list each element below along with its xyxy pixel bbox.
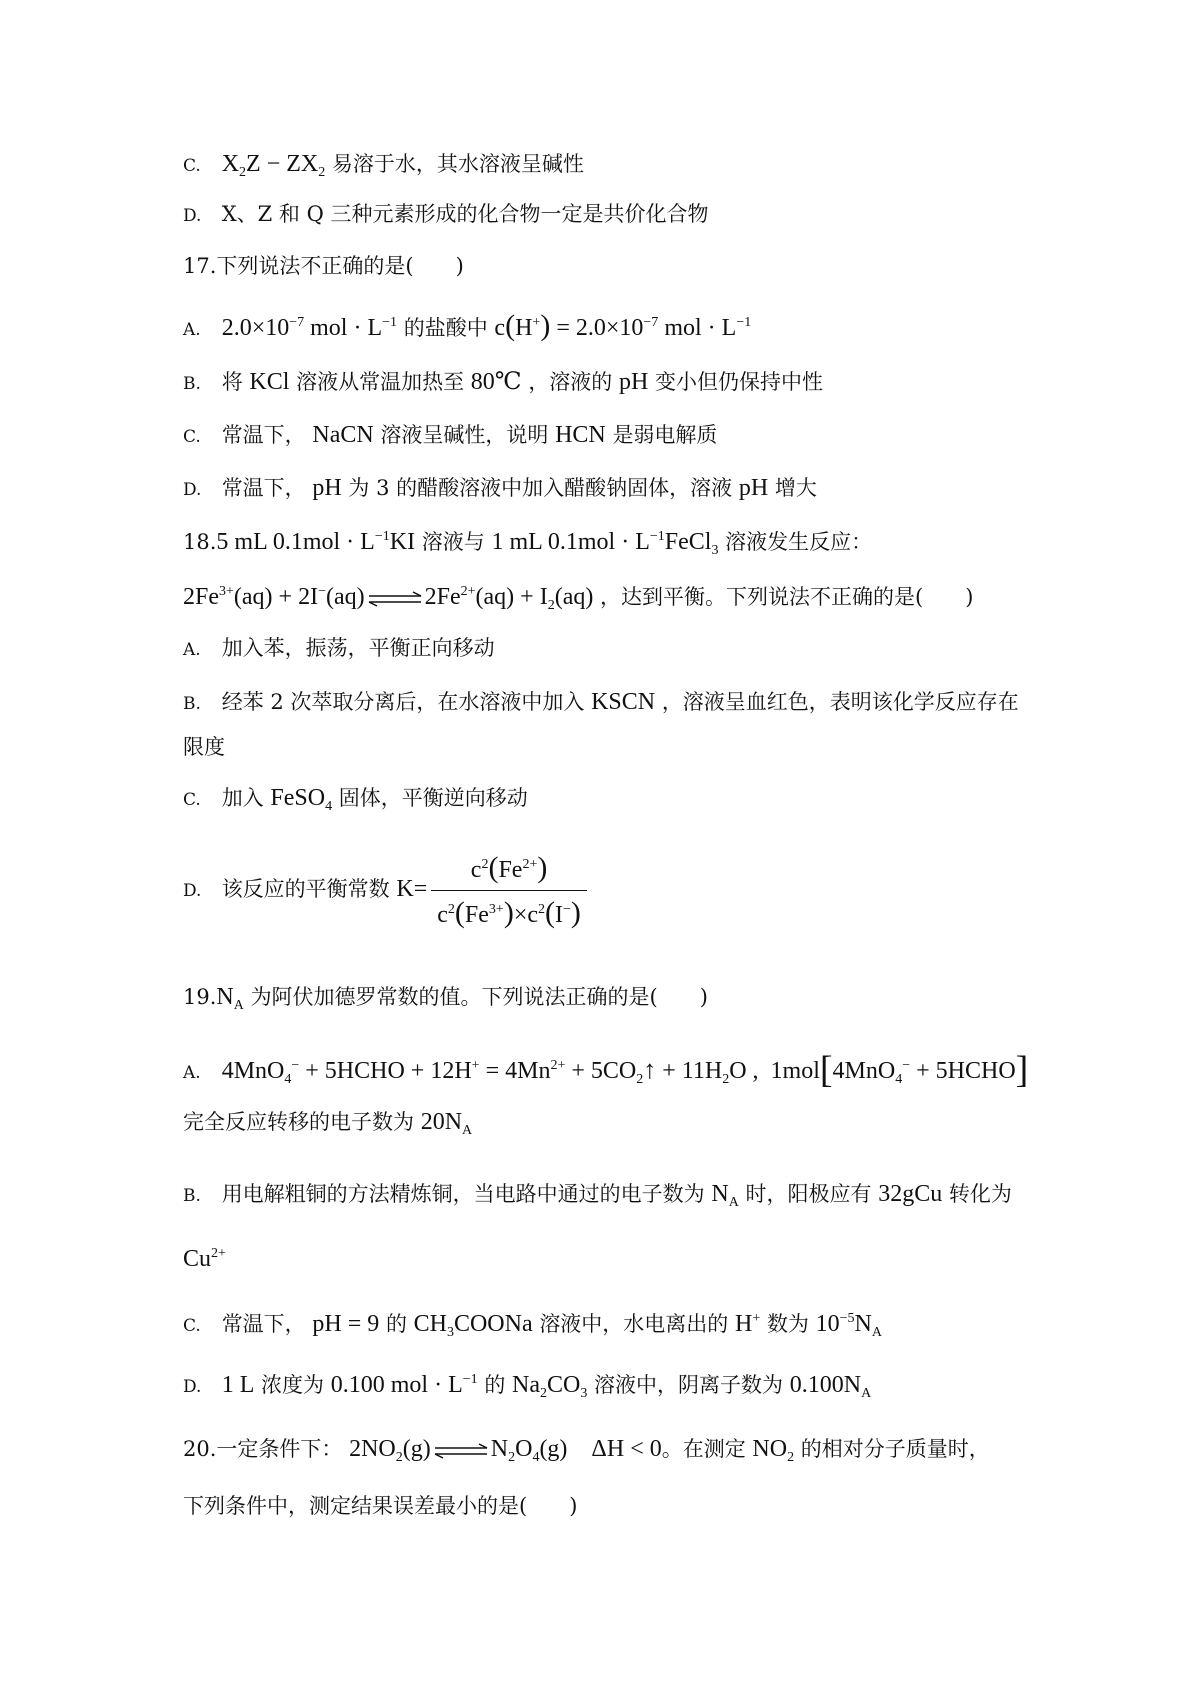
option-text: 常温下， [221,476,306,500]
formula: 4MnO$_4$− + 5HCHO + $12H^+ = 4Mn^{2+}$ + $5CO_2↑ + 11H_2O$ , 1mol[4MnO$_4$− + 5HCHO] [221,1049,1029,1091]
formula: K= [396,876,428,902]
formula: 1 mL $0.1mol \cdot L^{-1}FeCl_3$ [491,529,719,558]
option-label: C. [183,156,201,176]
option-text: 的 [385,1312,407,1336]
question-text: 。在测定 [661,1437,746,1461]
formula: KSCN [591,689,656,715]
q19-option-d [183,1371,871,1403]
q18-option-c [183,784,528,816]
formula: $N_A$ [216,984,244,1013]
option-label: C. [183,790,201,810]
option-text: 数为 [766,1312,809,1336]
formula: pH [312,475,342,501]
formula: pH = 9 [312,1311,380,1337]
option-text: 溶液呈碱性，说明 [380,423,549,447]
formula: 0.100 mol · $L^{-1}$ [330,1372,478,1398]
question-text: 溶液与 [421,530,485,554]
formula: $Na_2CO_3$ [512,1372,588,1401]
q19-option-b [183,1180,1012,1212]
option-text: 溶液从常温加热至 [296,370,465,394]
formula: $NO_2$ [752,1436,795,1465]
equilibrium-constant-fraction: $\frac{c^2(Fe^{2+})}{c^2(Fe^{3+})\times c^2(I^-)}$ [431,850,587,931]
formula: $0.100N_A$ [789,1372,872,1401]
formula: $2Fe^{2+}(aq) + I_2(aq)$ [424,584,594,613]
q17-option-b [183,368,823,397]
formula: 1 L [221,1372,255,1398]
option-text: ，溶液的 [528,370,613,394]
q17-option-a [183,308,751,344]
option-text: 时，阳极应有 [745,1182,872,1206]
formula: $20N_A$ [420,1109,473,1138]
formula: 32gCu [878,1181,943,1207]
formula: $N_A$ [711,1181,739,1210]
question-number: 18. [183,530,217,554]
q17-option-d [183,474,817,503]
equilibrium-arrow-icon [433,1443,489,1459]
option-text: 溶液中，水电离出的 [539,1312,729,1336]
formula: $N_2O_4(g)$ ΔH < 0 [490,1436,662,1465]
option-text: 加入 [221,786,264,810]
question-text: 下列条件中，测定结果误差最小的是( ) [183,1494,578,1518]
question-text: 一定条件下： [216,1437,343,1461]
option-text: 增大 [774,476,817,500]
formula: $CH_3COONa$ [413,1311,533,1340]
q18-stem [183,528,872,560]
q18-equation [183,583,973,615]
option-text: 常温下， [221,1312,306,1336]
formula: $2NO_2(g)$ [349,1436,431,1465]
option-text: 限度 [183,735,225,759]
question-text: 17.下列说法不正确的是( ) [183,254,464,278]
q19-option-a [183,1048,1028,1094]
option-label: A. [183,640,201,660]
q16-option-d [183,202,708,227]
q16-option-c [183,150,584,182]
formula: $X_2Z - ZX_2$ [221,151,326,180]
option-label: D. [183,881,202,901]
q20-stem-continued [183,1494,577,1519]
option-text: 变小但仍保持中性 [655,370,824,394]
q19-stem [183,983,708,1015]
question-text: 的相对分子质量时， [800,1437,990,1461]
option-text: 常温下， [221,423,306,447]
option-text: 转化为 [948,1182,1012,1206]
formula: KCl [249,369,290,395]
option-text: 完全反应转移的电子数为 [183,1110,414,1134]
formula: H+ [735,1311,761,1337]
option-text: 用电解粗铜的方法精炼铜，当电路中通过的电子数为 [221,1182,705,1206]
option-text: X、Z 和 Q 三种元素形成的化合物一定是共价化合物 [221,202,709,226]
formula: $10^{-5}N_A$ [815,1311,882,1340]
option-text: 固体，平衡逆向移动 [338,786,528,810]
formula: $2.0\times 10^{-7}$ mol · $L^{-1}$ [221,315,398,341]
option-label: B. [183,374,201,394]
option-text: 加入苯，振荡，平衡正向移动 [221,636,495,660]
formula: 5 mL $0.1mol \cdot L^{-1}KI$ [216,529,416,555]
formula: FeSO$_4$ [270,785,333,814]
option-label: A. [183,320,201,340]
q18-option-a [183,636,495,661]
q17-option-c [183,421,717,450]
option-label: D. [183,206,202,226]
option-text: 是弱电解质 [612,423,718,447]
q19-option-b-continued [183,1245,226,1274]
question-text: ，达到平衡。下列说法不正确的是( ) [600,585,974,609]
option-text: 为 3 的醋酸溶液中加入醋酸钠固体，溶液 [348,476,733,500]
option-text: 该反应的平衡常数 [221,877,390,901]
equilibrium-arrow-icon [367,591,423,607]
q18-option-b-continued [183,735,225,760]
formula: $2Fe^{3+}(aq) + 2I^-(aq)$ [183,584,365,610]
formula: pH [619,369,649,395]
formula: NaCN [312,422,374,448]
option-text: 的盐酸中 [403,316,488,340]
option-label: A. [183,1063,201,1083]
question-text: 溶液发生反应： [725,530,873,554]
formula: $Cu^{2+}$ [183,1246,226,1272]
question-text: 为阿伏加德罗常数的值。下列说法正确的是( ) [250,985,708,1009]
option-text: 易溶于水，其水溶液呈碱性 [331,152,584,176]
q19-option-a-continued [183,1108,472,1140]
option-text: ，溶液呈血红色，表明该化学反应存在 [661,690,1019,714]
question-number: 20. [183,1437,217,1461]
option-text: 将 [221,370,243,394]
option-label: D. [183,480,202,500]
q17-stem [183,254,464,279]
formula: 80℃ [470,369,522,395]
formula: HCN [555,422,606,448]
q19-option-c [183,1310,882,1342]
q20-stem [183,1435,990,1467]
option-label: B. [183,694,201,714]
q18-option-b [183,688,1019,717]
option-label: C. [183,1316,201,1336]
option-text: 溶液中，阴离子数为 [594,1373,784,1397]
option-label: C. [183,427,201,447]
option-text: 浓度为 [261,1373,325,1397]
formula: $c(H^+) = 2.0\times 10^{-7}$ mol · $L^{-1}$ [494,309,752,342]
option-text: 经苯 2 次萃取分离后，在水溶液中加入 [221,690,585,714]
option-label: D. [183,1377,202,1397]
formula: pH [738,475,769,501]
q18-option-d [183,850,587,931]
option-text: 的 [484,1373,506,1397]
option-label: B. [183,1186,201,1206]
question-number: 19. [183,985,217,1009]
